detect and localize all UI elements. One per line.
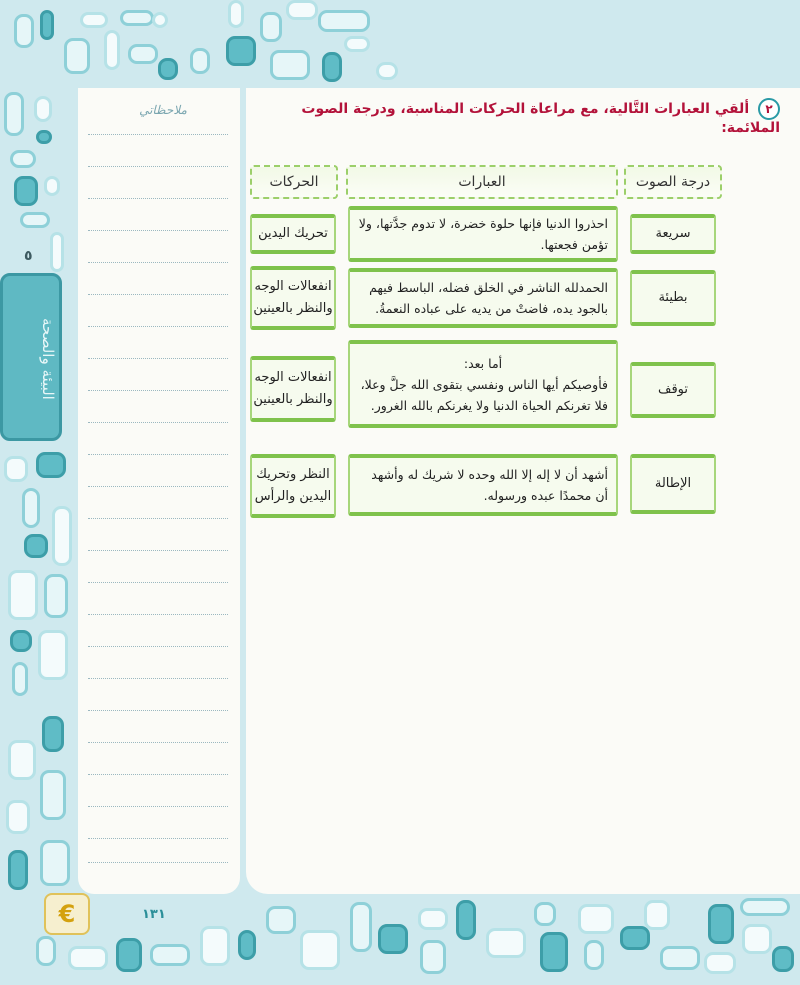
header-voice: درجة الصوت xyxy=(624,165,722,199)
publisher-logo-icon: € xyxy=(44,893,90,935)
notes-title: ملاحظاتي xyxy=(139,103,187,117)
movement-cell: انفعالات الوجه والنظر بالعينين xyxy=(250,356,336,422)
phrase-cell: احذروا الدنيا فإنها حلوة خضرة، لا تدوم جدَّتها، ولا تؤمن فجعتها. xyxy=(348,206,618,262)
voice-cell: بطيئة xyxy=(630,270,716,326)
movement-cell: تحريك اليدين xyxy=(250,214,336,254)
question-number: ٢ xyxy=(758,98,780,120)
voice-cell: سريعة xyxy=(630,214,716,254)
phrase-cell: أشهد أن لا إله إلا الله وحده لا شريك له وأشهد أن محمدًا عبده ورسوله. xyxy=(348,454,618,516)
question-text: ألقي العبارات التَّالية، مع مراعاة الحركات المناسبة، ودرجة الصوت الملائمة: xyxy=(301,101,780,136)
voice-cell: توقف xyxy=(630,362,716,418)
question-heading xyxy=(250,98,780,136)
phrase-cell: الحمدلله الناشر في الخلق فضله، الباسط فيهم بالجود يده، فاضتْ من يديه على عباده النعمةُ. xyxy=(348,268,618,328)
phrase-heading: أما بعد: xyxy=(463,355,503,371)
voice-cell: الإطالة xyxy=(630,454,716,514)
movement-cell: النظر وتحريك اليدين والرأس xyxy=(250,454,336,518)
movement-cell: انفعالات الوجه والنظر بالعينين xyxy=(250,266,336,330)
chapter-side-tab xyxy=(0,273,62,441)
chapter-side-tab-label: البيئة والصحة xyxy=(39,317,57,400)
phrase-text: فأوصيكم أيها الناس ونفسي بتقوى الله جلَّ وعلا، فلا تغرنكم الحياة الدنيا ولا يغرنكم بالله الغرور. xyxy=(360,376,608,413)
header-phrases: العبارات xyxy=(346,165,618,199)
phrase-cell xyxy=(348,340,618,428)
header-movements: الحركات xyxy=(250,165,338,199)
page-number: ١٣١ xyxy=(142,907,166,922)
chapter-number: ٥ xyxy=(24,248,33,264)
